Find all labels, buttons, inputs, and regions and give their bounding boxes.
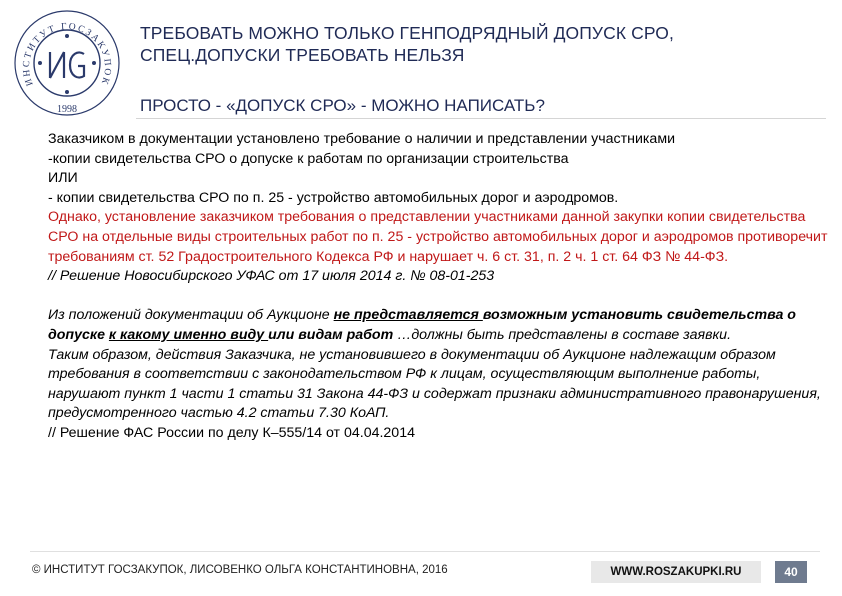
quote-part-f: …должны быть представлены в составе заявки. xyxy=(397,326,732,343)
paragraph-option-2: - копии свидетельства СРО по п. 25 - устройство автомобильных дорог и аэродромов. xyxy=(48,189,619,206)
page-title xyxy=(140,22,830,66)
page-subtitle: ПРОСТО - «ДОПУСК СРО» - МОЖНО НАПИСАТЬ? xyxy=(140,96,545,115)
paragraph-auction-quote xyxy=(48,306,828,345)
title-line-1: ТРЕБОВАТЬ МОЖНО ТОЛЬКО ГЕНПОДРЯДНЫЙ ДОПУСК СРО, xyxy=(140,23,674,43)
quote-part-a: Из положений документации об Аукционе xyxy=(48,307,334,324)
footer-copyright: © ИНСТИТУТ ГОСЗАКУПОК, ЛИСОВЕНКО ОЛЬГА КОНСТАНТИНОВНА, 2016 xyxy=(32,564,448,576)
quote-part-e: или видам работ xyxy=(268,326,398,343)
footer-divider xyxy=(30,551,820,552)
quote-part-d: к какому именно виду xyxy=(108,326,269,343)
title-line-2: СПЕЦ.ДОПУСКИ ТРЕБОВАТЬ НЕЛЬЗЯ xyxy=(140,45,465,65)
reference-novosibirsk: // Решение Новосибирского УФАС от 17 июля 2014 г. № 08-01-253 xyxy=(48,268,495,285)
header-divider xyxy=(136,118,826,119)
logo-monogram-icon xyxy=(50,52,84,78)
paragraph-conclusion: Таким образом, действия Заказчика, не установившего в документации об Аукционе надлежащим образом требования в соответствии с законодательством РФ к лицам, осуществляющим выполнение работы, нарушают пункт 1 части 1 статьи 31 Закона 44-ФЗ и содержат признаки административного правонарушения, предусмотренного частью 4.2 статьи 7.30 КоАП. xyxy=(48,346,821,422)
paragraph-violation: Однако, установление заказчиком требования о представлении участниками данной закупки копии свидетельства СРО на отдельные виды строительных работ по п. 25 - устройство автомобильных дорог и аэродромов противоречит требованиям ст. 52 Градостроительного Кодекса РФ и нарушает ч. 6 ст. 31, п. 2 ч. 1 ст. 64 ФЗ № 44-ФЗ. xyxy=(48,209,828,265)
paragraph-option-1: -копии свидетельства СРО о допуске к работам по организации строительства xyxy=(48,150,569,167)
paragraph-or: ИЛИ xyxy=(48,170,78,187)
logo-year: 1998 xyxy=(57,104,77,115)
reference-fas: // Решение ФАС России по делу К–555/14 от 04.04.2014 xyxy=(48,424,415,441)
slide-body xyxy=(48,130,828,444)
institute-logo xyxy=(12,8,122,118)
quote-part-c: возможным установить свидетельства о допуске xyxy=(48,307,796,343)
logo-ornament-icon xyxy=(38,34,96,94)
spacer xyxy=(48,287,828,307)
paragraph-requirement: Заказчиком в документации установлено требование о наличии и представлении участниками xyxy=(48,131,675,147)
quote-part-b: не представляется xyxy=(333,307,483,324)
page-number: 40 xyxy=(775,561,807,583)
footer-site-link[interactable]: WWW.ROSZAKUPKI.RU xyxy=(591,561,761,583)
logo-ring-text: ИНСТИТУТ ГОСЗАКУПОК xyxy=(21,21,113,88)
